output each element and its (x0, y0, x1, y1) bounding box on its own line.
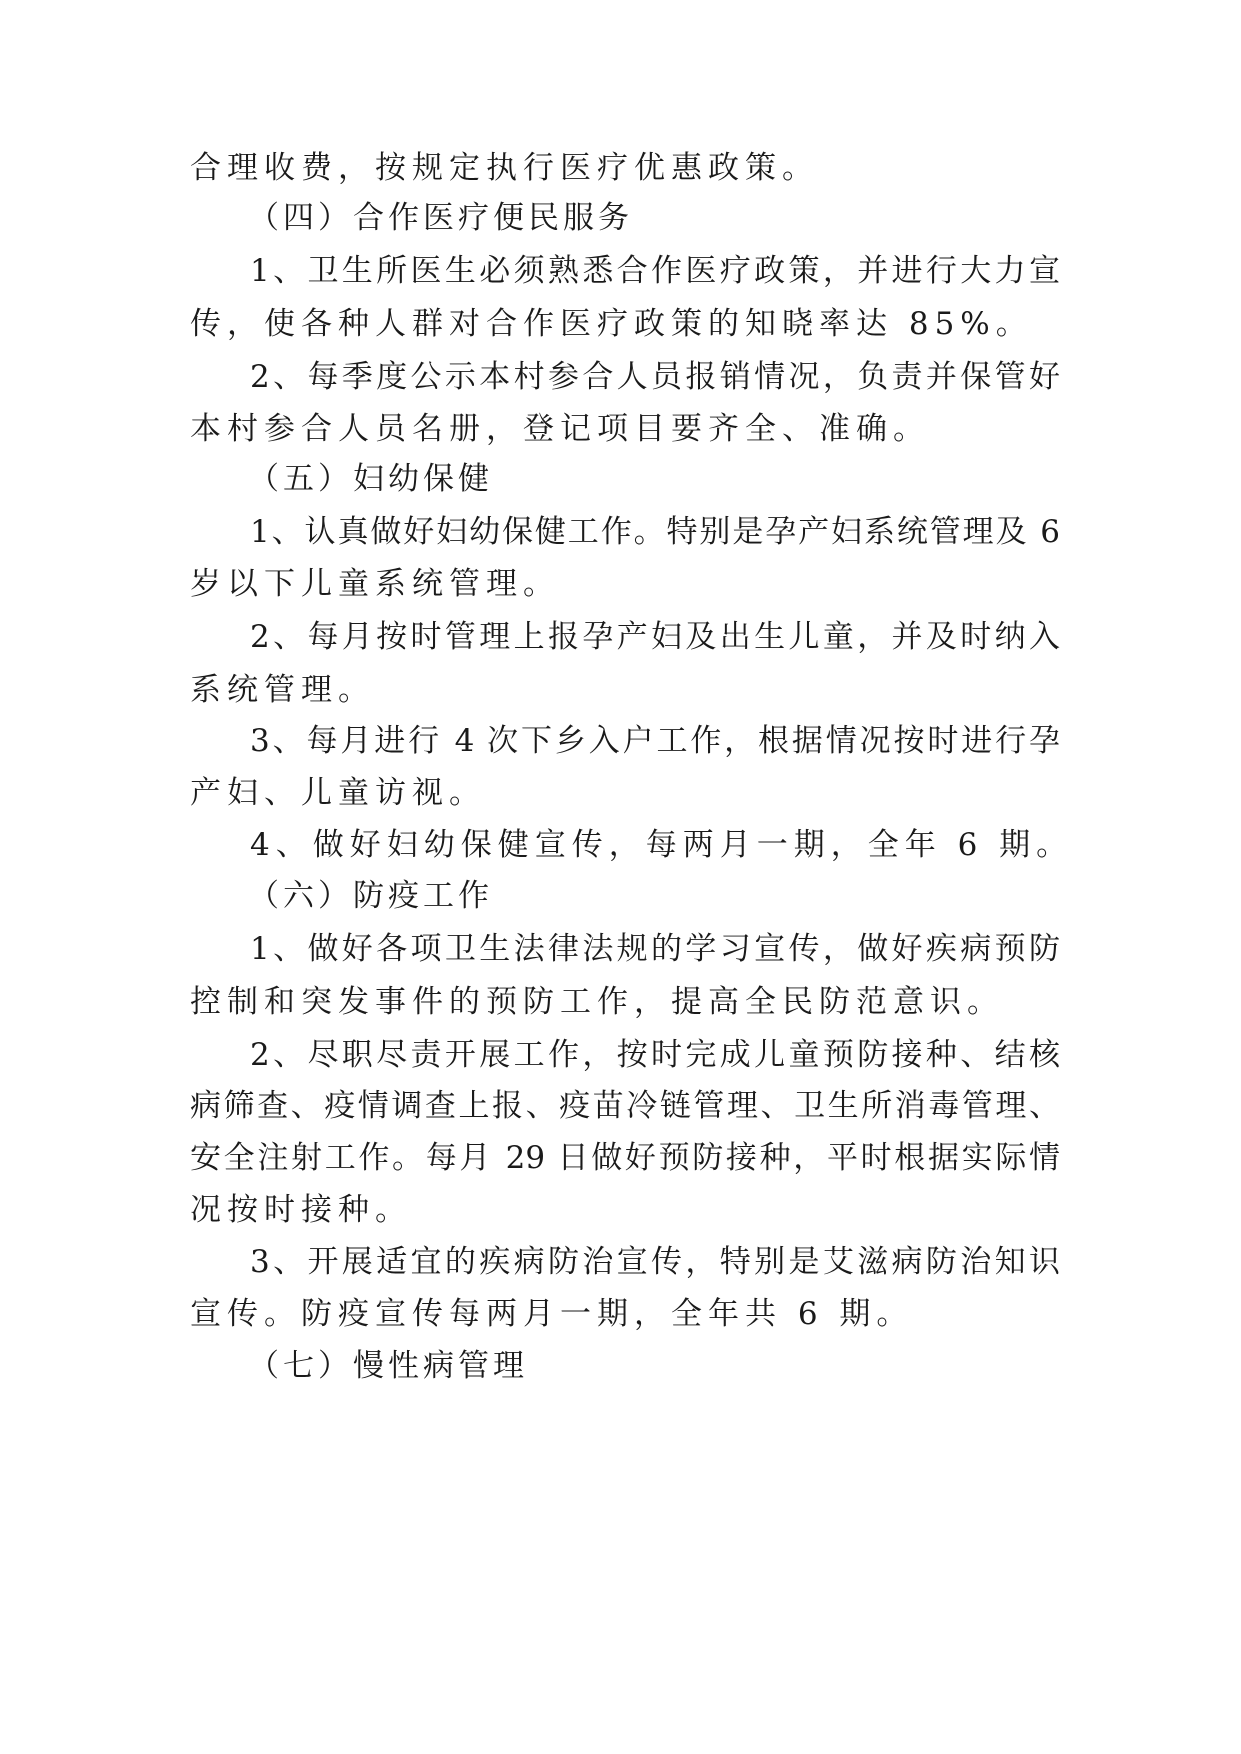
paragraph-line: 况按时接种。 (190, 1192, 412, 1228)
section-heading: （五）妇幼保健 (248, 461, 493, 497)
paragraph-line: 4、做好妇幼保健宣传，每两月一期，全年 6 期。 (250, 827, 1074, 863)
paragraph-line: 安全注射工作。每月 29 日做好预防接种，平时根据实际情 (190, 1140, 1060, 1176)
paragraph-line: 系统管理。 (190, 672, 375, 708)
paragraph-line: 传，使各种人群对合作医疗政策的知晓率达 85%。 (190, 306, 1033, 342)
paragraph-line: 2、每月按时管理上报孕产妇及出生儿童，并及时纳入 (250, 619, 1060, 655)
paragraph-line: 1、卫生所医生必须熟悉合作医疗政策，并进行大力宣 (250, 253, 1060, 289)
paragraph-line: 控制和突发事件的预防工作，提高全民防范意识。 (190, 984, 1004, 1020)
paragraph-line: 病筛查、疫情调查上报、疫苗冷链管理、卫生所消毒管理、 (190, 1088, 1060, 1124)
paragraph-line: 2、尽职尽责开展工作，按时完成儿童预防接种、结核 (250, 1037, 1060, 1073)
section-heading: （七）慢性病管理 (248, 1348, 528, 1384)
paragraph-line: 产妇、儿童访视。 (190, 775, 486, 811)
paragraph-line: 宣传。防疫宣传每两月一期，全年共 6 期。 (190, 1296, 914, 1332)
section-heading: （四）合作医疗便民服务 (248, 200, 633, 236)
paragraph-line: 本村参合人员名册，登记项目要齐全、准确。 (190, 411, 930, 447)
paragraph-line: 合理收费，按规定执行医疗优惠政策。 (190, 150, 819, 186)
paragraph-line: 1、认真做好妇幼保健工作。特别是孕产妇系统管理及 6 (250, 514, 1060, 550)
paragraph-line: 1、做好各项卫生法律法规的学习宣传，做好疾病预防 (250, 931, 1060, 967)
paragraph-line: 2、每季度公示本村参合人员报销情况，负责并保管好 (250, 359, 1060, 395)
paragraph-line: 3、开展适宜的疾病防治宣传，特别是艾滋病防治知识 (250, 1244, 1060, 1280)
section-heading: （六）防疫工作 (248, 878, 493, 914)
paragraph-line: 3、每月进行 4 次下乡入户工作，根据情况按时进行孕 (250, 723, 1060, 759)
paragraph-line: 岁以下儿童系统管理。 (190, 566, 560, 602)
